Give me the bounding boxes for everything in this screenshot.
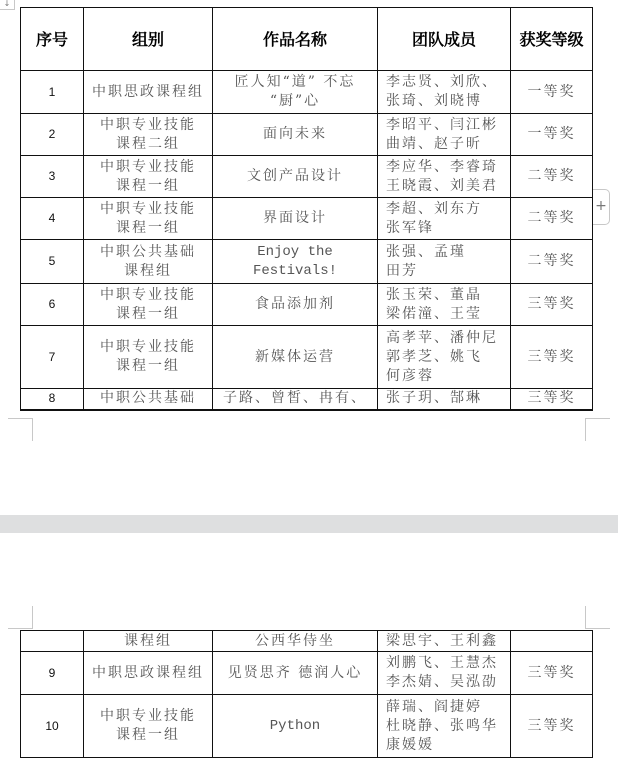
cell-title: 新媒体运营: [213, 326, 378, 389]
cell-no: 7: [21, 326, 84, 389]
table-row: [21, 326, 593, 389]
cell-award: [511, 631, 593, 652]
table-row: [21, 71, 593, 114]
cell-no: 9: [21, 652, 84, 695]
cell-title: 公西华侍坐: [213, 631, 378, 652]
add-row-button[interactable]: +: [593, 189, 610, 225]
cell-members: 梁思宇、王利鑫: [378, 631, 511, 652]
header-award: 获奖等级: [511, 8, 593, 71]
table-row: [21, 114, 593, 156]
cell-no: 4: [21, 198, 84, 240]
header-title: 作品名称: [213, 8, 378, 71]
cell-award: 一等奖: [511, 71, 593, 114]
cell-members: 李超、刘东方 张军锋: [378, 198, 511, 240]
cell-group: 中职思政课程组: [84, 71, 213, 114]
cell-award: 三等奖: [511, 695, 593, 758]
table-row: [21, 156, 593, 198]
cell-title: 子路、曾皙、冉有、: [213, 389, 378, 410]
cell-no: 10: [21, 695, 84, 758]
cell-members: 李志贤、刘欣、 张琦、刘晓博: [378, 71, 511, 114]
cell-award: 二等奖: [511, 198, 593, 240]
cell-award: 三等奖: [511, 326, 593, 389]
table-row: [21, 198, 593, 240]
cell-award: 三等奖: [511, 389, 593, 410]
cell-no: 2: [21, 114, 84, 156]
cell-group: 中职公共基础 课程组: [84, 240, 213, 284]
cell-members: 张强、孟瑾 田芳: [378, 240, 511, 284]
table-row: [21, 240, 593, 284]
table-row-continued: [21, 631, 593, 652]
page-margin-corner: [8, 606, 33, 629]
table-row: [21, 652, 593, 695]
cell-award: 二等奖: [511, 240, 593, 284]
cell-title: 界面设计: [213, 198, 378, 240]
cell-title: 见贤思齐 德润人心: [213, 652, 378, 695]
table-row: [21, 284, 593, 326]
table-anchor-icon[interactable]: ↓: [0, 0, 15, 10]
page-break-gap: [0, 515, 618, 533]
cell-title: 匠人知“道” 不忘 “厨”心: [213, 71, 378, 114]
cell-members: 薛瑞、阎捷婷 杜晓静、张鸣华 康媛媛: [378, 695, 511, 758]
cell-no: 6: [21, 284, 84, 326]
table-row: [21, 389, 593, 410]
cell-title: Python: [213, 695, 378, 758]
page-margin-corner: [585, 418, 610, 441]
cell-group: 中职专业技能 课程一组: [84, 284, 213, 326]
cell-award: 三等奖: [511, 652, 593, 695]
cell-group: 中职专业技能 课程一组: [84, 156, 213, 198]
cell-members: 刘鹏飞、王慧杰 李杰婧、吴泓劭: [378, 652, 511, 695]
cell-members: 张玉荣、董晶 梁偌潼、王莹: [378, 284, 511, 326]
cell-members: 李应华、李睿琦 王晓霞、刘美君: [378, 156, 511, 198]
cell-members: 李昭平、闫江彬 曲靖、赵子昕: [378, 114, 511, 156]
cell-members: 高孝苹、潘仲尼 郭孝芝、姚飞 何彦蓉: [378, 326, 511, 389]
cell-members: 张子玥、郜琳: [378, 389, 511, 410]
award-table-page1: [20, 7, 593, 411]
page-margin-corner: [585, 606, 610, 629]
cell-no: 1: [21, 71, 84, 114]
header-members: 团队成员: [378, 8, 511, 71]
cell-no: 5: [21, 240, 84, 284]
cell-group: 课程组: [84, 631, 213, 652]
award-table-page2: [20, 630, 593, 758]
cell-award: 一等奖: [511, 114, 593, 156]
cell-award: 二等奖: [511, 156, 593, 198]
cell-group: 中职专业技能 课程一组: [84, 198, 213, 240]
header-no: 序号: [21, 8, 84, 71]
cell-group: 中职思政课程组: [84, 652, 213, 695]
cell-group: 中职专业技能 课程一组: [84, 326, 213, 389]
cell-group: 中职公共基础: [84, 389, 213, 410]
table-row: [21, 695, 593, 758]
cell-group: 中职专业技能 课程一组: [84, 695, 213, 758]
cell-award: 三等奖: [511, 284, 593, 326]
cell-title: Enjoy the Festivals!: [213, 240, 378, 284]
cell-no: [21, 631, 84, 652]
cell-no: 8: [21, 389, 84, 410]
table-header-row: [21, 8, 593, 71]
cell-title: 面向未来: [213, 114, 378, 156]
page-margin-corner: [8, 418, 33, 441]
cell-title: 食品添加剂: [213, 284, 378, 326]
header-group: 组别: [84, 8, 213, 71]
cell-group: 中职专业技能 课程二组: [84, 114, 213, 156]
cell-title: 文创产品设计: [213, 156, 378, 198]
cell-no: 3: [21, 156, 84, 198]
